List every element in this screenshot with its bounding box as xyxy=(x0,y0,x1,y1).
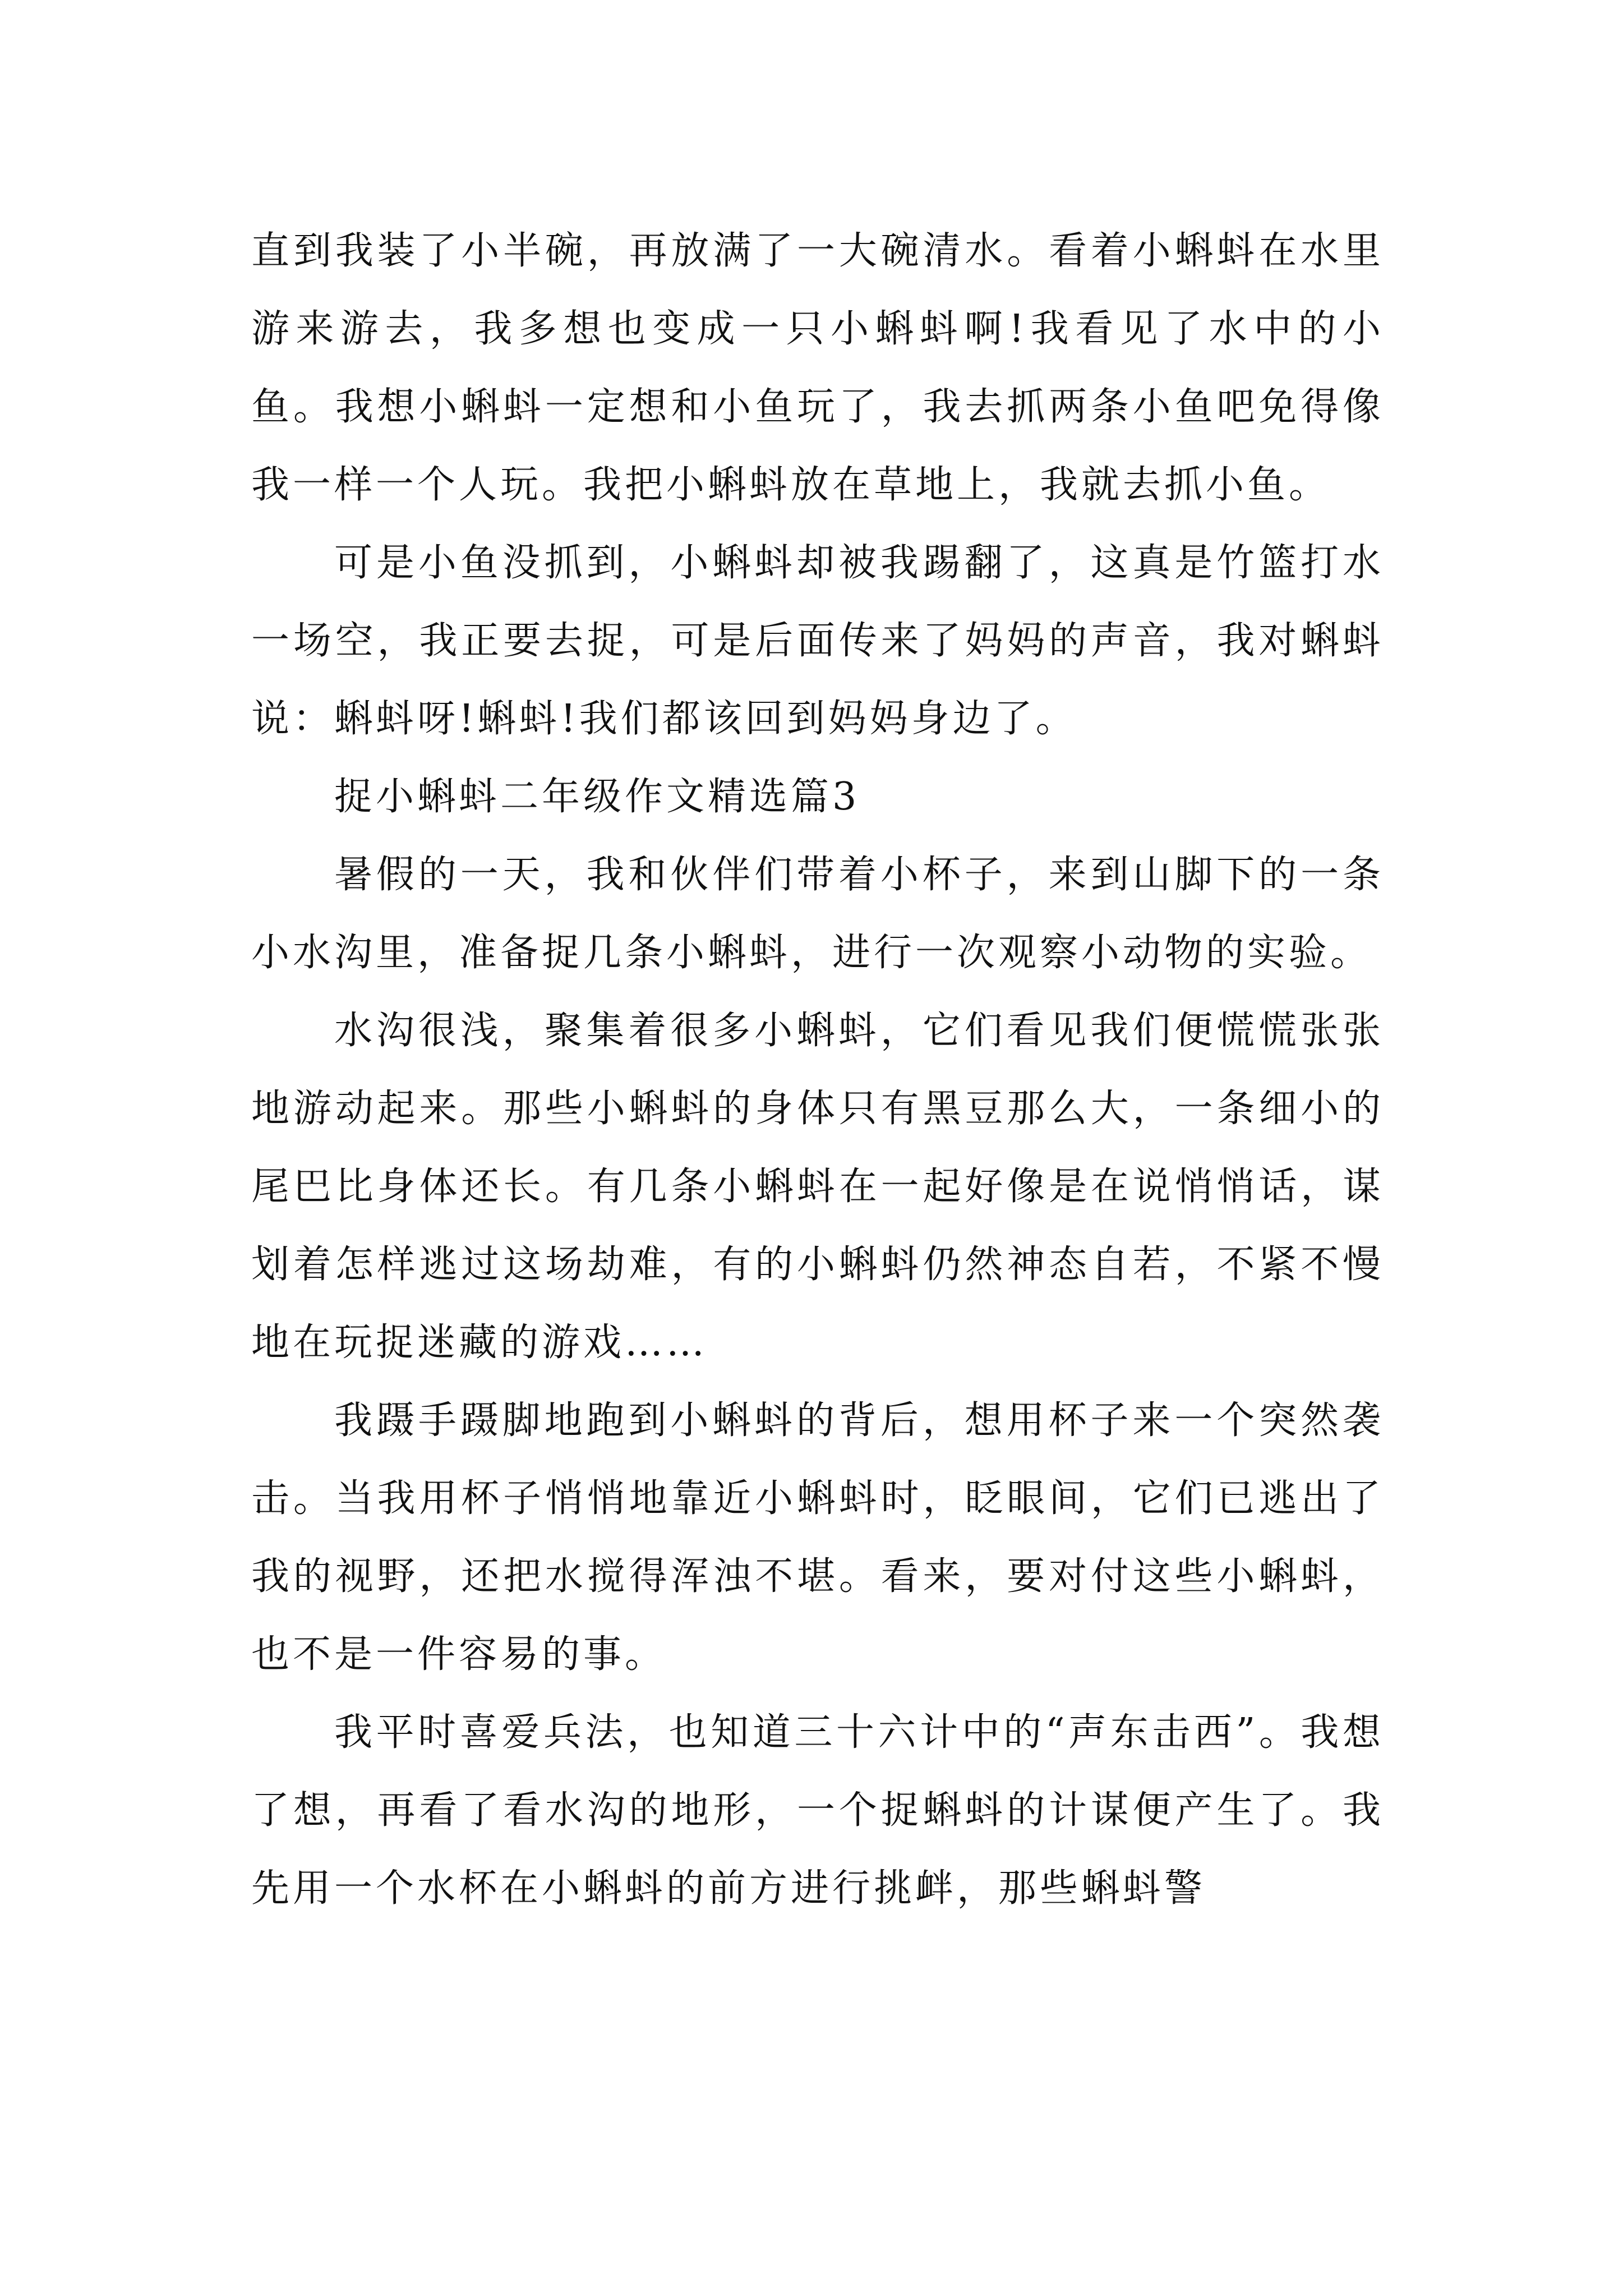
section-heading: 捉小蝌蚪二年级作文精选篇3 xyxy=(334,775,860,819)
paragraph: 水沟很浅，聚集着很多小蝌蚪，它们看见我们便慌慌张张地游动起来。那些小蝌蚪的身体只有黑豆那么大，一条细小的尾巴比身体还长。有几条小蝌蚪在一起好像是在说悄悄话，谋划着怎样逃过这场劫难，有的小蝌蚪仍然神态自若，不紧不慢地在玩捉迷藏的游戏…… xyxy=(251,1009,1384,1365)
paragraph-continuation: 直到我装了小半碗，再放满了一大碗清水。看着小蝌蚪在水里游来游去，我多想也变成一只小蝌蚪啊!我看见了水中的小鱼。我想小蝌蚪一定想和小鱼玩了，我去抓两条小鱼吧免得像我一样一个人玩。我把小蝌蚪放在草地上，我就去抓小鱼。 xyxy=(251,229,1384,507)
paragraph: 可是小鱼没抓到，小蝌蚪却被我踢翻了，这真是竹篮打水一场空，我正要去捉，可是后面传来了妈妈的声音，我对蝌蚪说：蝌蚪呀!蝌蚪!我们都该回到妈妈身边了。 xyxy=(251,541,1384,741)
document-body xyxy=(251,212,1384,1927)
paragraph: 暑假的一天，我和伙伴们带着小杯子，来到山脚下的一条小水沟里，准备捉几条小蝌蚪，进行一次观察小动物的实验。 xyxy=(251,853,1384,975)
paragraph: 我蹑手蹑脚地跑到小蝌蚪的背后，想用杯子来一个突然袭击。当我用杯子悄悄地靠近小蝌蚪时，眨眼间，它们已逃出了我的视野，还把水搅得浑浊不堪。看来，要对付这些小蝌蚪，也不是一件容易的事。 xyxy=(251,1398,1384,1677)
paragraph: 我平时喜爱兵法，也知道三十六计中的“声东击西”。我想了想，再看了看水沟的地形，一个捉蝌蚪的计谋便产生了。我先用一个水杯在小蝌蚪的前方进行挑衅，那些蝌蚪警 xyxy=(251,1710,1384,1911)
